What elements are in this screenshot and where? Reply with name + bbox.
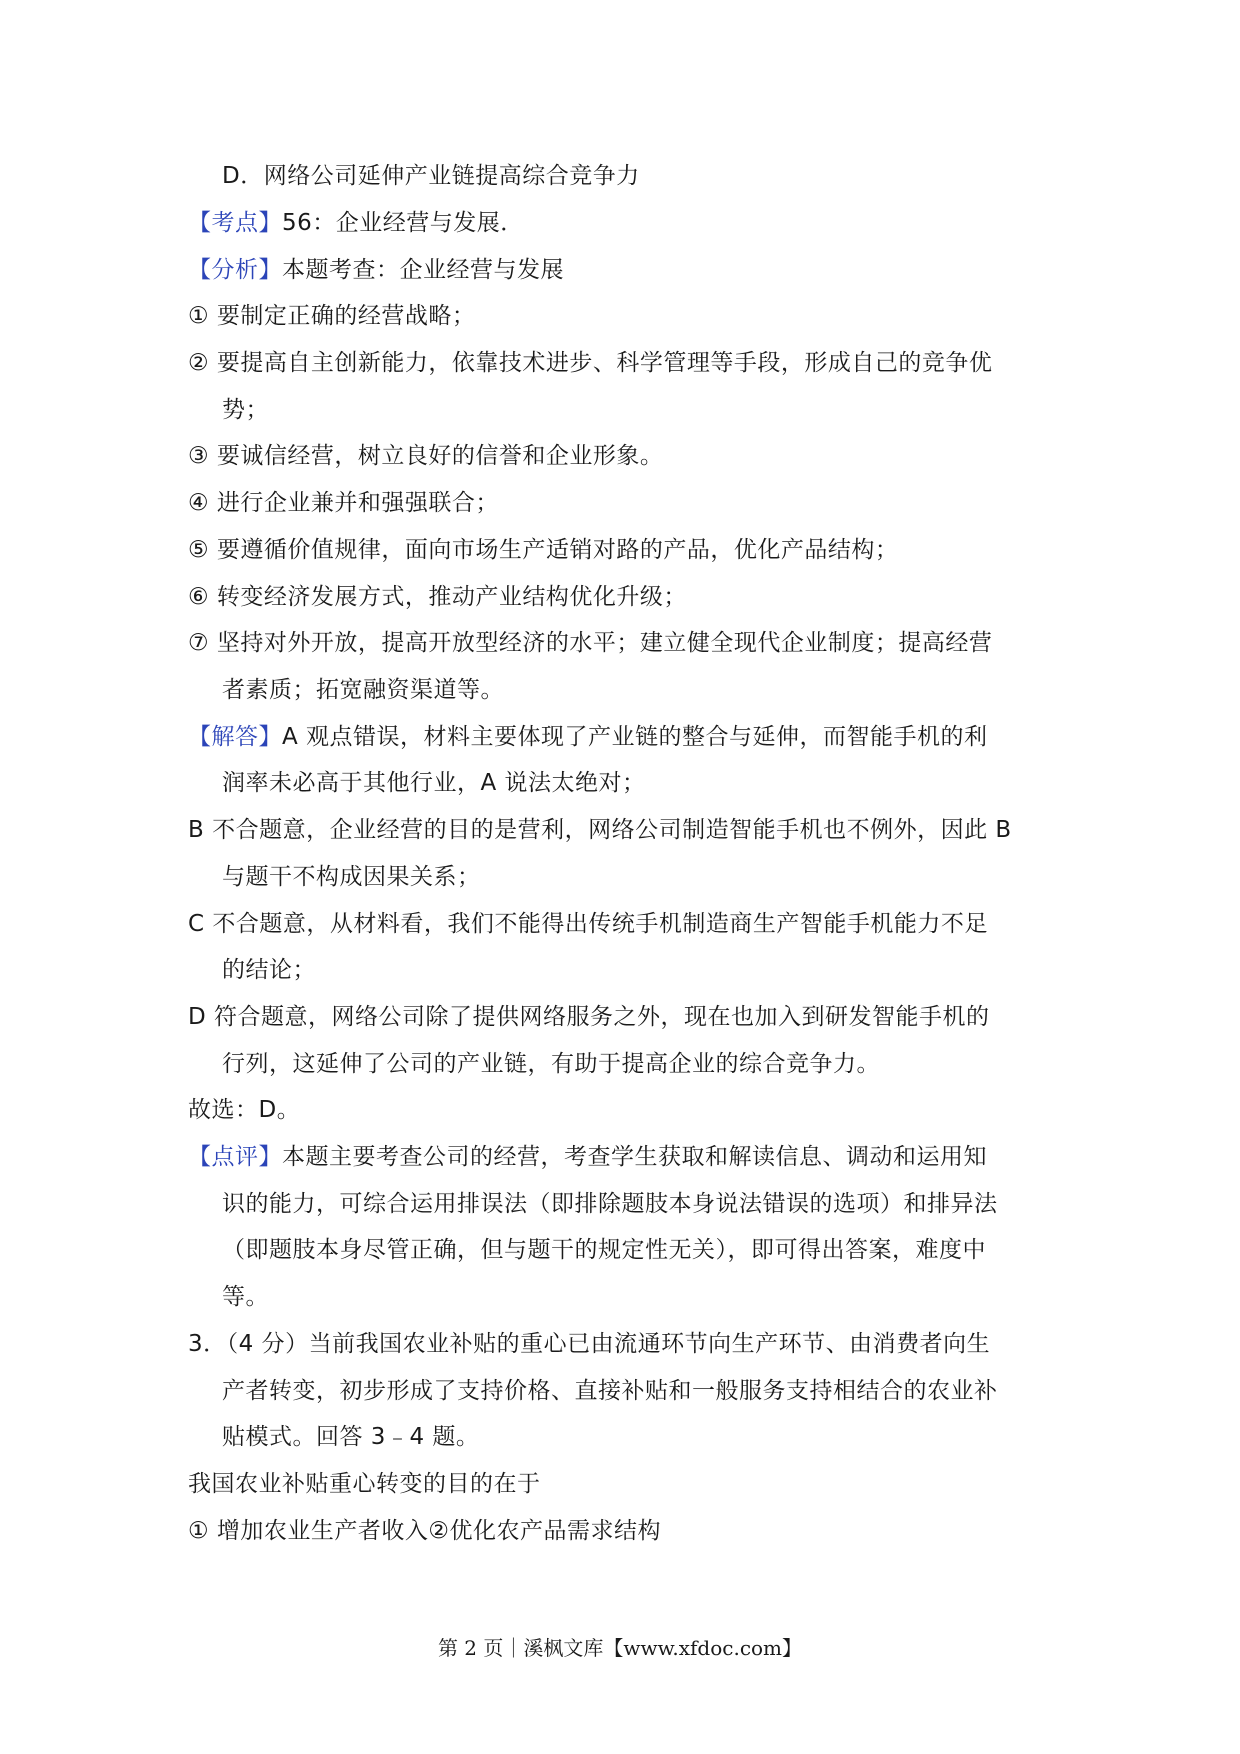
point-6: ⑥ 转变经济发展方式，推动产业结构优化升级； <box>188 584 687 610</box>
kaodian-tag: 【考点】 <box>188 210 282 236</box>
kaodian-line <box>188 208 524 238</box>
kaodian-text: 56：企业经营与发展． <box>282 210 524 236</box>
jieda-d-2: 行列，这延伸了公司的产业链，有助于提高企业的综合竞争力。 <box>222 1051 880 1077</box>
jieda-text: A 观点错误，材料主要体现了产业链的整合与延伸，而智能手机的利 <box>282 724 988 750</box>
point-5: ⑤ 要遵循价值规律，面向市场生产适销对路的产品，优化产品结构； <box>188 537 899 563</box>
jieda-b-1: B 不合题意，企业经营的目的是营利，网络公司制造智能手机也不例外，因此 B <box>188 817 1012 843</box>
fenxi-tag: 【分析】 <box>188 257 282 283</box>
question-3: 3．（4 分）当前我国农业补贴的重心已由流通环节向生产环节、由消费者向生 <box>188 1331 991 1357</box>
jieda-tag: 【解答】 <box>188 724 282 750</box>
dianping-line-2: 识的能力，可综合运用排误法（即排除题肢本身说法错误的选项）和排异法 <box>222 1191 998 1217</box>
jieda-b-2: 与题干不构成因果关系； <box>222 864 481 890</box>
point-2: ② 要提高自主创新能力，依靠技术进步、科学管理等手段，形成自己的竞争优 <box>188 350 993 376</box>
question-3-stem: 我国农业补贴重心转变的目的在于 <box>188 1471 541 1497</box>
dianping-tag: 【点评】 <box>188 1144 282 1170</box>
point-7: ⑦ 坚持对外开放，提高开放型经济的水平；建立健全现代企业制度；提高经营 <box>188 630 993 656</box>
point-1: ① 要制定正确的经营战略； <box>188 303 476 329</box>
dianping-line-3: （即题肢本身尽管正确，但与题干的规定性无关），即可得出答案，难度中 <box>222 1237 986 1263</box>
page-footer: 第 2 页｜溪枫文库【www.xfdoc.com】 <box>437 1636 803 1660</box>
question-3-options: ① 增加农业生产者收入②优化农产品需求结构 <box>188 1518 662 1544</box>
dianping-line <box>188 1142 987 1172</box>
point-7-cont: 者素质；拓宽融资渠道等。 <box>222 677 504 703</box>
option-d: D．网络公司延伸产业链提高综合竞争力 <box>222 163 640 189</box>
jieda-line <box>188 722 988 752</box>
jieda-d-1: D 符合题意，网络公司除了提供网络服务之外，现在也加入到研发智能手机的 <box>188 1004 990 1030</box>
fenxi-line <box>188 255 564 285</box>
dianping-line-4: 等。 <box>222 1284 269 1310</box>
point-3: ③ 要诚信经营，树立良好的信誉和企业形象。 <box>188 443 664 469</box>
dianping-text: 本题主要考查公司的经营，考查学生获取和解读信息、调动和运用知 <box>282 1144 987 1170</box>
point-4: ④ 进行企业兼并和强强联合； <box>188 490 499 516</box>
jieda-c-2: 的结论； <box>222 957 316 983</box>
point-2-cont: 势； <box>222 397 269 423</box>
question-3-line-3: 贴模式。回答 3﹣4 题。 <box>222 1424 480 1450</box>
question-3-line-2: 产者转变，初步形成了支持价格、直接补贴和一般服务支持相结合的农业补 <box>222 1378 998 1404</box>
jieda-line-2: 润率未必高于其他行业，A 说法太绝对； <box>222 770 646 796</box>
jieda-c-1: C 不合题意，从材料看，我们不能得出传统手机制造商生产智能手机能力不足 <box>188 911 988 937</box>
jieda-answer: 故选：D。 <box>188 1097 301 1123</box>
fenxi-text: 本题考查：企业经营与发展 <box>282 257 564 283</box>
